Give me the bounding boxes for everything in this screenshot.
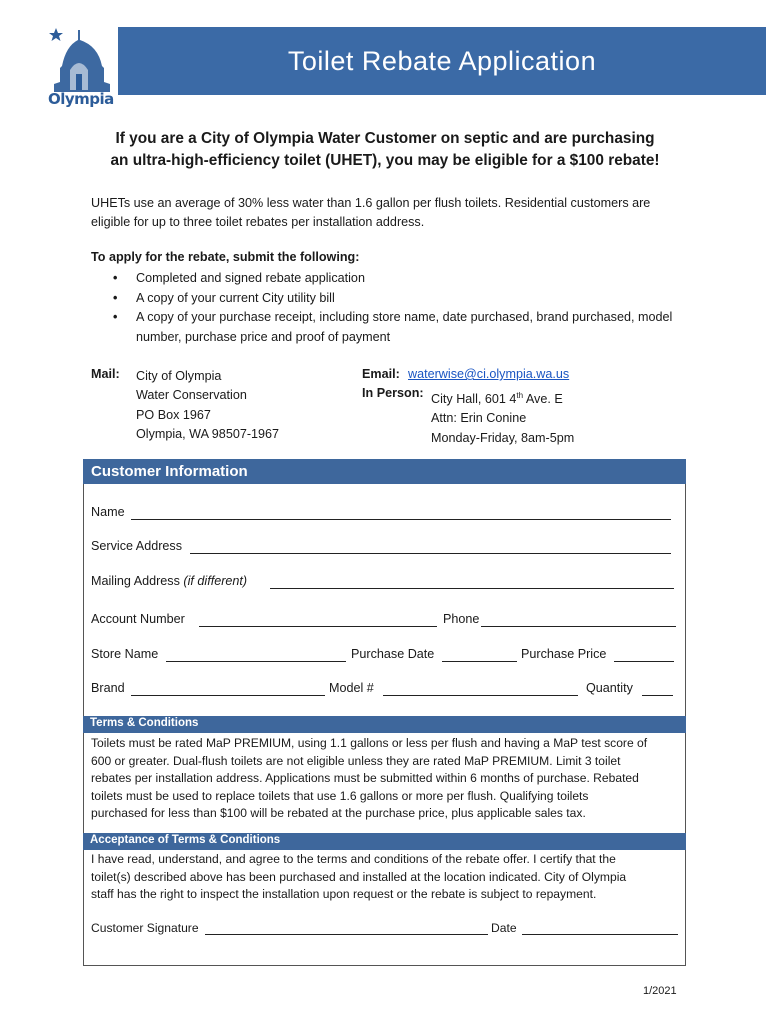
account-number-field[interactable] [199,626,437,627]
quantity-label: Quantity [586,681,633,695]
brand-label: Brand [91,681,125,695]
acceptance-text [91,851,675,904]
intro-paragraph: UHETs use an average of 30% less water than 1.6 gallon per flush toilets. Residential customers are eligible for up to three toilet rebates per installation address. [91,196,651,229]
store-name-field[interactable] [166,661,346,662]
in-person-line-2: Attn: Erin Conine [431,411,527,426]
in-person-line-1: City Hall, 601 4th Ave. E [431,391,563,407]
mail-line: PO Box 1967 [136,407,211,422]
mail-line: Water Conservation [136,388,247,403]
terms-text [91,735,675,823]
apply-list [113,269,703,347]
date-label: Date [491,921,517,935]
terms-line: toilets must be used to replace toilets that use 1.6 gallons or more per flush. Qualifying toilets [91,788,589,803]
phone-field[interactable] [481,626,676,627]
logo-text: Olympia [48,90,114,108]
apply-title: To apply for the rebate, submit the following: [91,250,360,264]
email-link[interactable]: waterwise@ci.olympia.wa.us [408,367,570,381]
purchase-date-field[interactable] [442,661,517,662]
signature-label: Customer Signature [91,921,199,935]
signature-field[interactable] [205,934,488,935]
in-person-address [431,386,574,448]
mailing-address-label: Mailing Address (if different) [91,574,248,588]
acceptance-heading: Acceptance of Terms & Conditions [83,833,686,850]
store-name-label: Store Name [91,647,159,661]
headline [60,128,710,172]
mail-address [136,367,279,444]
purchase-date-label: Purchase Date [351,647,435,661]
terms-line: 600 or greater. Dual-flush toilets are not eligible unless they are rated MaP PREMIUM. Limit 3 toilet [91,753,621,768]
list-item: • A copy of your purchase receipt, including store name, date purchased, brand purchased, model number, purchase price and proof of payment [113,308,703,347]
headline-line-2: an ultra-high-efficiency toilet (UHET), you may be eligible for a $100 rebate! [110,152,660,169]
mail-line: Olympia, WA 98507-1967 [136,426,280,441]
name-label: Name [91,505,125,519]
service-address-field[interactable] [190,553,671,554]
email-label: Email: [362,367,400,381]
purchase-price-field[interactable] [614,661,674,662]
service-address-label: Service Address [91,539,182,553]
date-field[interactable] [522,934,678,935]
model-label: Model # [329,681,374,695]
acceptance-line: toilet(s) described above has been purchased and installed at the location indicated. City of Olympia [91,869,627,884]
mail-line: City of Olympia [136,369,222,383]
phone-label: Phone [443,612,480,626]
brand-field[interactable] [131,695,325,696]
terms-heading: Terms & Conditions [83,716,686,733]
purchase-price-label: Purchase Price [521,647,607,661]
page-title: Toilet Rebate Application [118,27,766,95]
list-item: • Completed and signed rebate application [113,269,703,289]
acceptance-line: staff has the right to inspect the installation upon request or the rebate is subject to repayment. [91,887,597,902]
terms-line: rebates per installation address. Applications must be submitted within 6 months of purchase. Rebated [91,771,639,786]
mail-label: Mail: [91,367,120,381]
terms-line: Toilets must be rated MaP PREMIUM, using 1.1 gallons or less per flush and having a MaP test score of [91,736,648,750]
version-footer: 1/2021 [643,985,677,997]
headline-line-1: If you are a City of Olympia Water Customer on septic and are purchasing [115,130,655,147]
terms-line: purchased for less than $100 will be rebated at the purchase price, plus applicable sales tax. [91,806,586,821]
model-field[interactable] [383,695,578,696]
in-person-label: In Person: [362,386,424,400]
mailing-address-field[interactable] [270,588,674,589]
list-item: • A copy of your current City utility bill [113,289,703,309]
acceptance-line: I have read, understand, and agree to the terms and conditions of the rebate offer. I certify that the [91,852,616,866]
customer-information-heading: Customer Information [83,459,686,484]
account-number-label: Account Number [91,612,185,626]
quantity-field[interactable] [642,695,673,696]
name-field[interactable] [131,519,671,520]
in-person-line-3: Monday-Friday, 8am-5pm [431,430,575,445]
